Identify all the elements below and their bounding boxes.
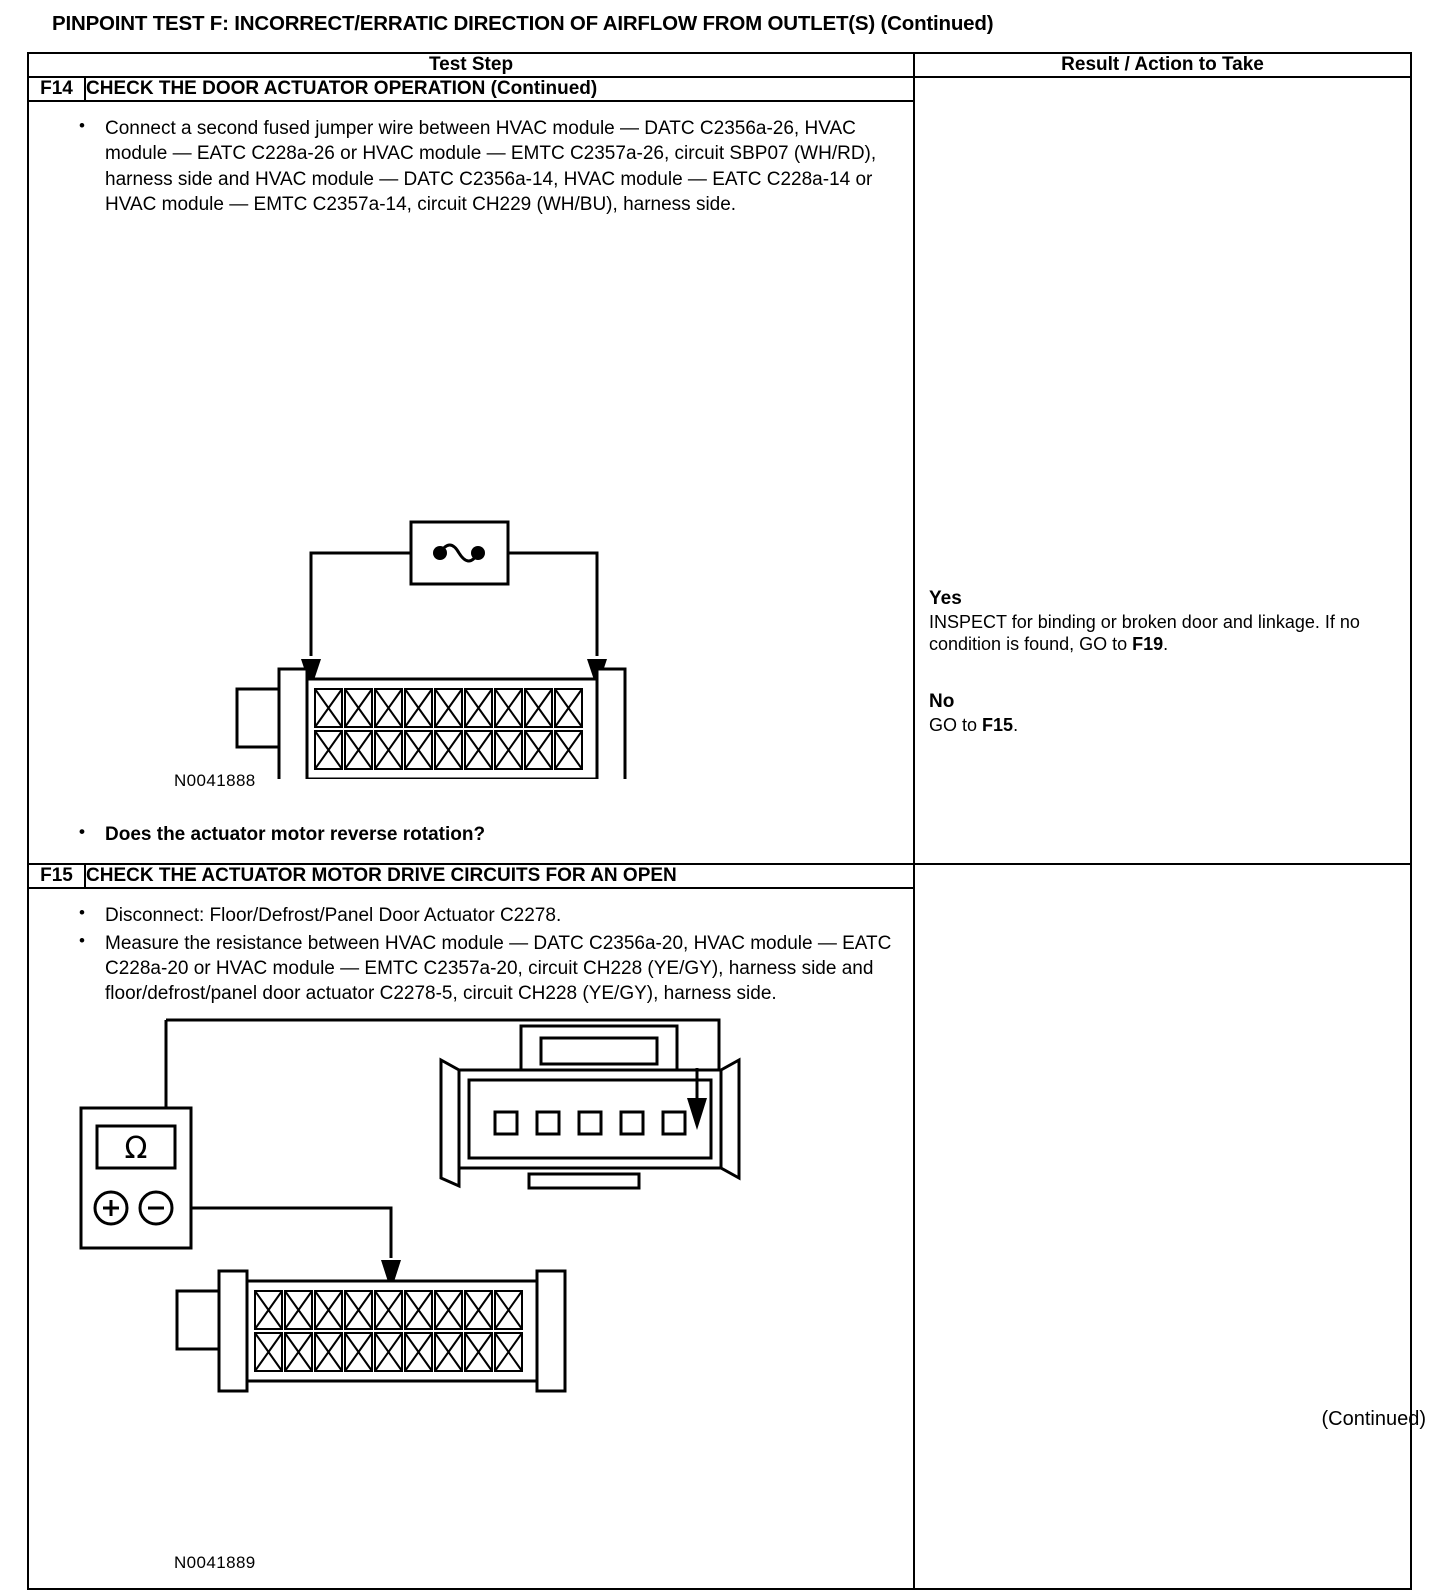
result-text-yes: INSPECT for binding or broken door and linkage. If no condition is found, GO to F19. [929, 611, 1360, 655]
list-item: • Does the actuator motor reverse rotation? [105, 822, 895, 847]
step-body-f14 [28, 101, 914, 864]
table-row [28, 864, 1411, 888]
step-id-f14: F14 [28, 77, 85, 101]
column-header-test-step: Test Step [28, 53, 914, 77]
step-title-f14: CHECK THE DOOR ACTUATOR OPERATION (Continued) [85, 77, 914, 101]
list-item: • Connect a second fused jumper wire between HVAC module — DATC C2356a-26, HVAC module — EATC C228a-26 or HVAC module — EMTC C2357a-26, circuit SBP07 (WH/RD), harness side and HVAC module — DATC C2356a-14, HVAC module — EATC C228a-14 or HVAC module — EMTC C2357a-14, circuit CH229 (WH/BU), harness side. [105, 116, 895, 217]
list-item: • Measure the resistance between HVAC module — DATC C2356a-20, HVAC module — EATC C228a-20 or HVAC module — EMTC C2357a-20, circuit CH228 (YE/GY), harness side and floor/defrost/panel door actuator C2278-5, circuit CH228 (YE/GY), harness side. [105, 931, 895, 1007]
bullet-list-f14 [29, 102, 913, 217]
result-cell-f14 [914, 77, 1411, 864]
result-label-no: No [929, 691, 955, 712]
pinpoint-test-table [27, 52, 1412, 1590]
result-cell-f15 [914, 864, 1411, 1589]
figure-id-f14: N0041888 [174, 771, 256, 791]
ohmmeter-resistance-measurement-diagram [29, 1008, 858, 1568]
table-header-row [28, 53, 1411, 77]
ohm-symbol-text: Ω [124, 1131, 148, 1167]
figure-id-f15: N0041889 [174, 1553, 256, 1573]
jumper-wire-connector-diagram [29, 219, 858, 779]
table-row [28, 77, 1411, 101]
figure-f14 [29, 219, 913, 791]
figure-f15 [29, 1008, 913, 1588]
bullet-list-f15 [29, 889, 913, 1006]
result-text-no: GO to F15. [929, 714, 1019, 735]
step-body-f15 [28, 888, 914, 1589]
question-list-f14 [29, 784, 913, 863]
list-item: • Disconnect: Floor/Defrost/Panel Door Actuator C2278. [105, 903, 895, 928]
column-header-result-action: Result / Action to Take [914, 53, 1411, 77]
footer-continued: (Continued) [1321, 1408, 1426, 1430]
step-id-f15: F15 [28, 864, 85, 888]
step-title-f15: CHECK THE ACTUATOR MOTOR DRIVE CIRCUITS FOR AN OPEN [85, 864, 914, 888]
result-label-yes: Yes [929, 588, 962, 609]
page-title: PINPOINT TEST F: INCORRECT/ERRATIC DIRECTION OF AIRFLOW FROM OUTLET(S) (Continued) [52, 12, 994, 35]
